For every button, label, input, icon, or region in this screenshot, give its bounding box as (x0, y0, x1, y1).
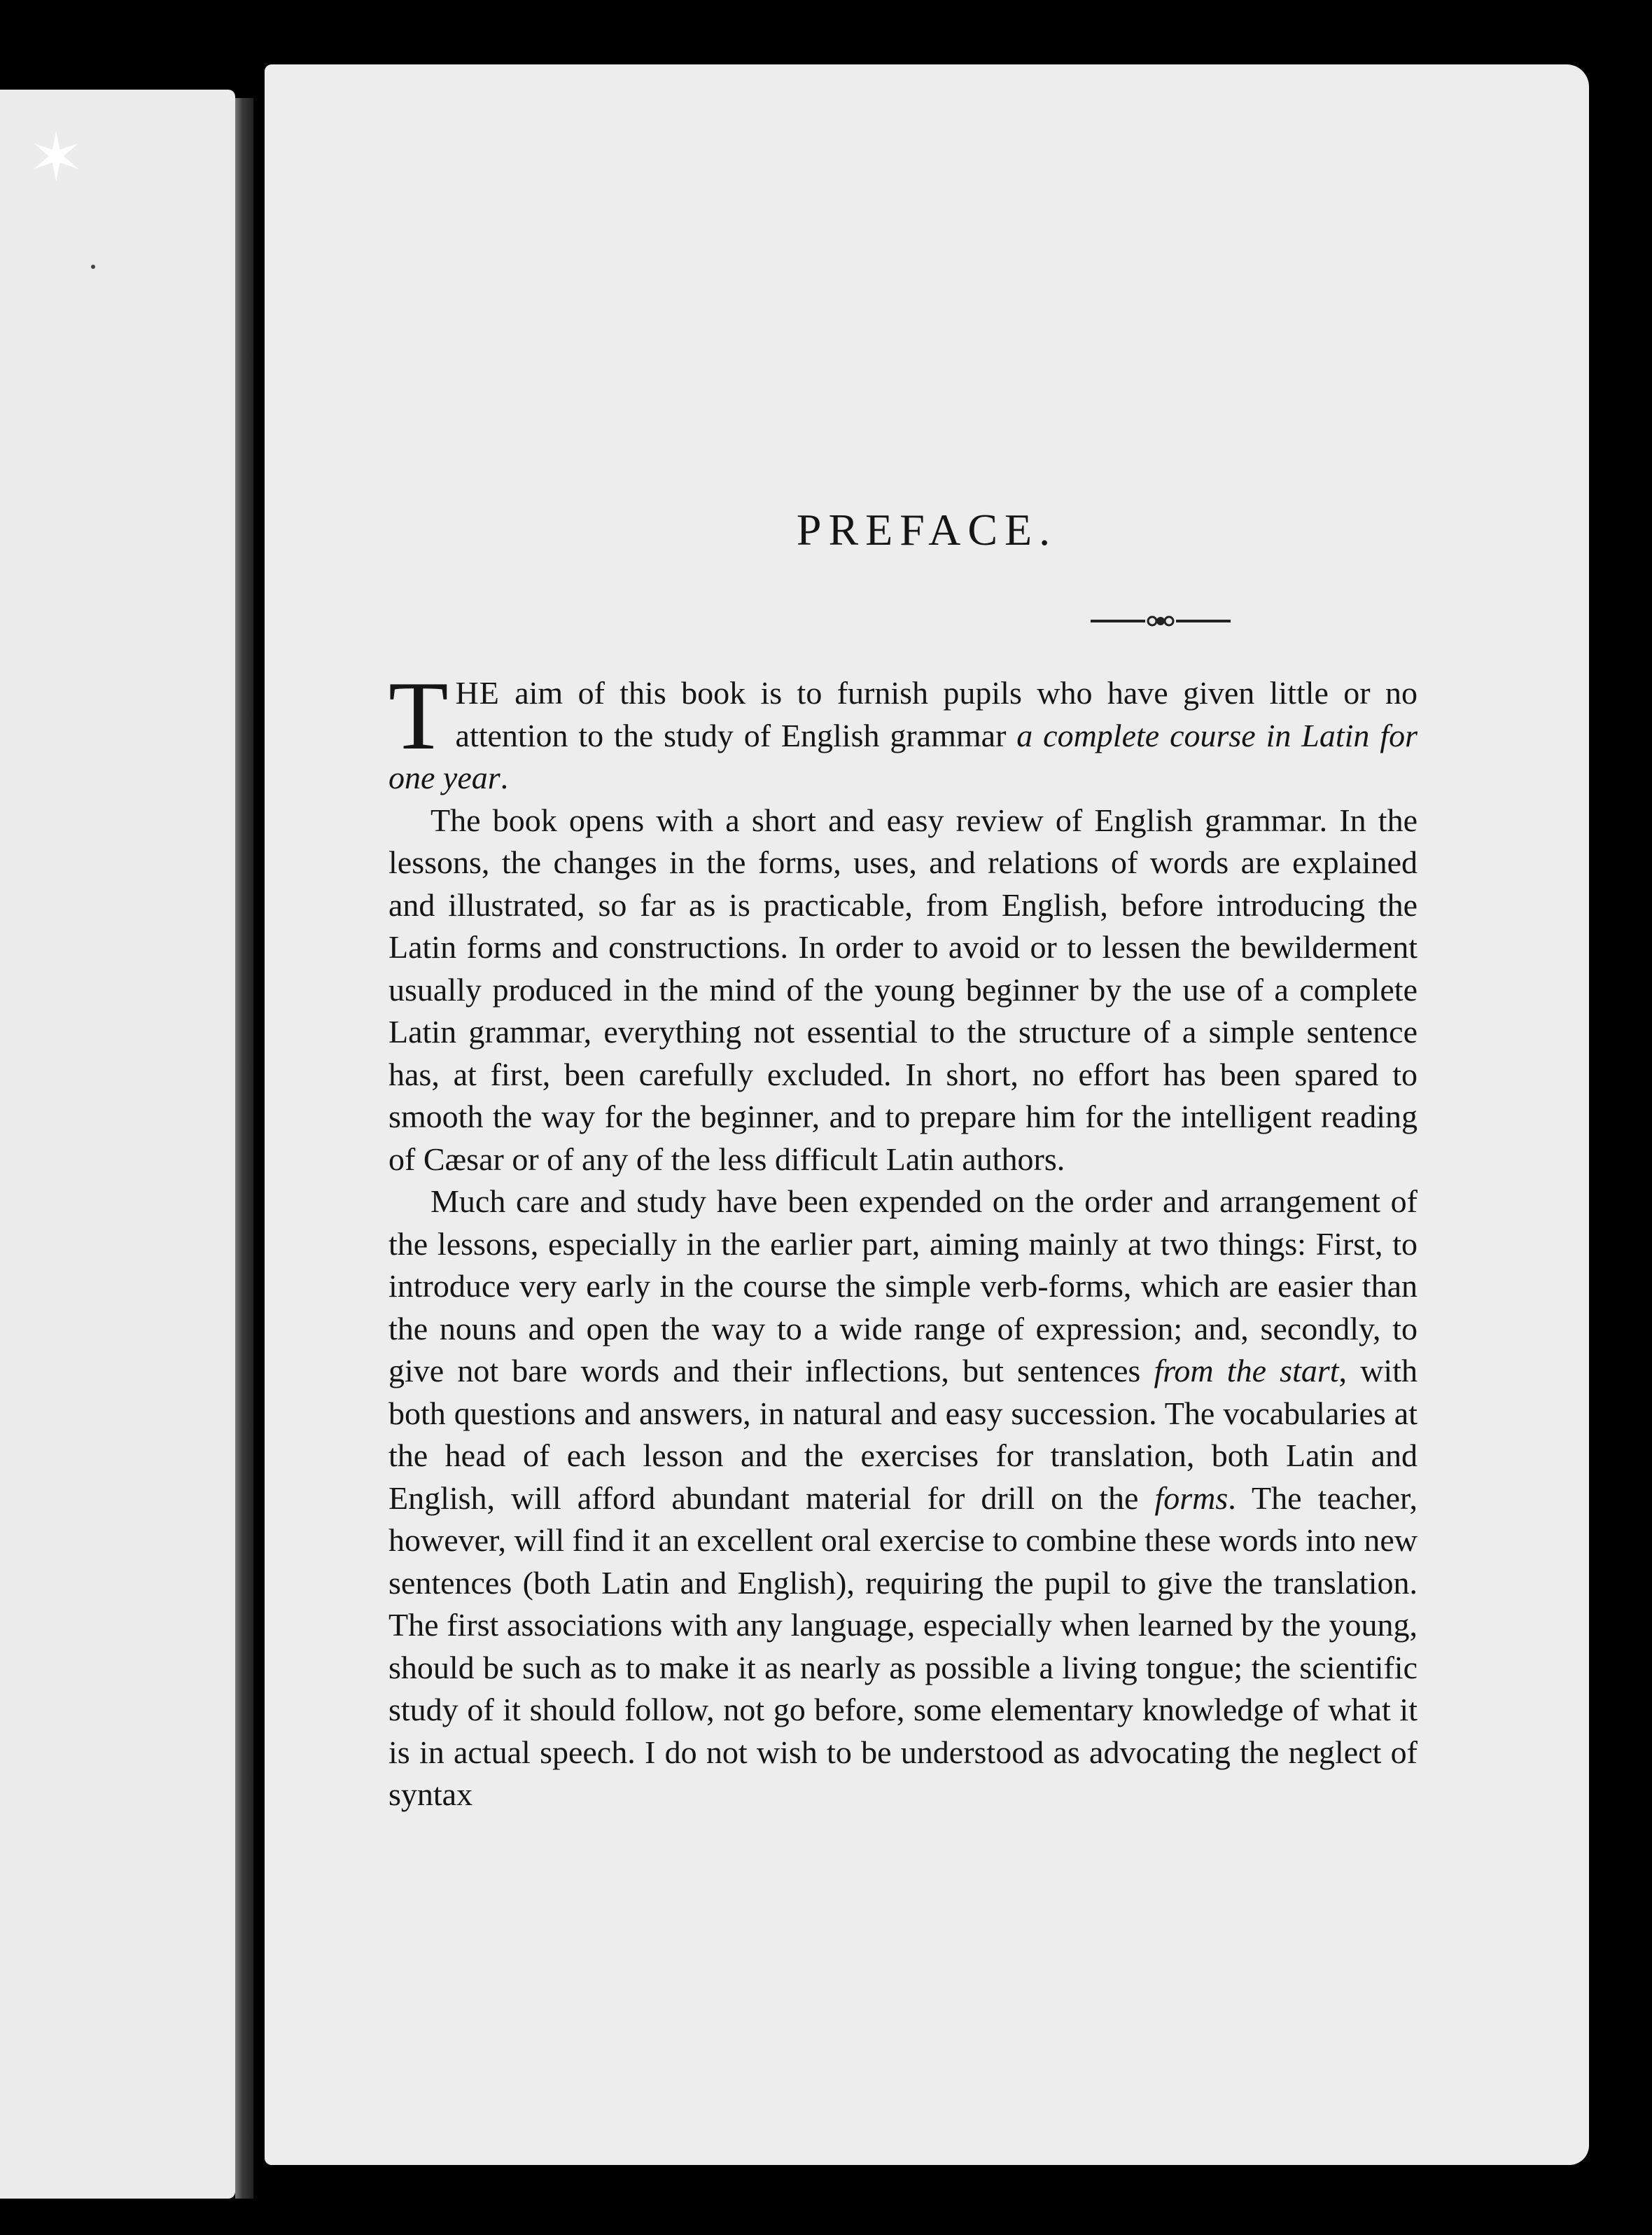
paragraph-1 (388, 662, 1418, 800)
paragraph-1-caps: HE (455, 675, 500, 711)
margin-mark: ✶ (28, 120, 85, 195)
paragraph-1-emphasis: a complete course in Latin for one year (388, 717, 1418, 795)
drop-cap: T (388, 662, 449, 770)
paragraph-3-emphasis-a: from the start (1154, 1353, 1339, 1388)
paragraph-3-text-c: . The teacher, however, will find it an excellent oral exercise to combine these words into new sentences (both Latin and English), requiring the pupil to give the translation. The first associations with any language, especially when learned by the young, should be such as to make it as nearly as possible a living tongue; the scientific study of it should follow, not go before, some elementary knowledge of what it is in actual speech. I do not wish to be understood as advocating the neglect of syntax (388, 1479, 1418, 1812)
ornament-divider (1091, 611, 1231, 632)
paragraph-3-text-a: Much care and study have been expended on the order and arrangement of the lessons, especially in the earlier part, aiming mainly at two things: First, to introduce very early in the course the simple verb-forms, which are easier than the nouns and open the way to a wide range of expression; and, secondly, to give not bare words and their inflections, but sentences (388, 1183, 1418, 1388)
book-spine (235, 98, 253, 2199)
paragraph-3 (388, 1181, 1418, 1816)
page-title: PREFACE. (796, 505, 1058, 555)
preface-body (388, 662, 1418, 1816)
paragraph-1-text-b: . (500, 760, 509, 795)
paragraph-2: The book opens with a short and easy review of English grammar. In the lessons, the changes in the forms, uses, and relations of words are explained and illustrated, so far as is practicable, from English, before introducing the Latin forms and constructions. In order to avoid or to lessen the bewilderment usually produced in the mind of the young beginner by the use of a complete Latin grammar, everything not essential to the structure of a simple sentence has, at first, been carefully excluded. In short, no effort has been spared to smooth the way for the beginner, and to prepare him for the intelligent reading of Cæsar or of any of the less difficult Latin authors. (388, 802, 1418, 1177)
speck (91, 265, 95, 269)
paragraph-3-text-b: , with both questions and answers, in natural and easy succession. The vocabularies at the head of each lesson and the exercises for translation, both Latin and English, will afford abundant material for drill on the (388, 1353, 1418, 1516)
paragraph-1-text-a: aim of this book is to furnish pupils who have given little or no attention to the study of English grammar (455, 675, 1418, 753)
left-page (0, 90, 235, 2199)
paragraph-3-emphasis-b: forms (1154, 1479, 1228, 1516)
